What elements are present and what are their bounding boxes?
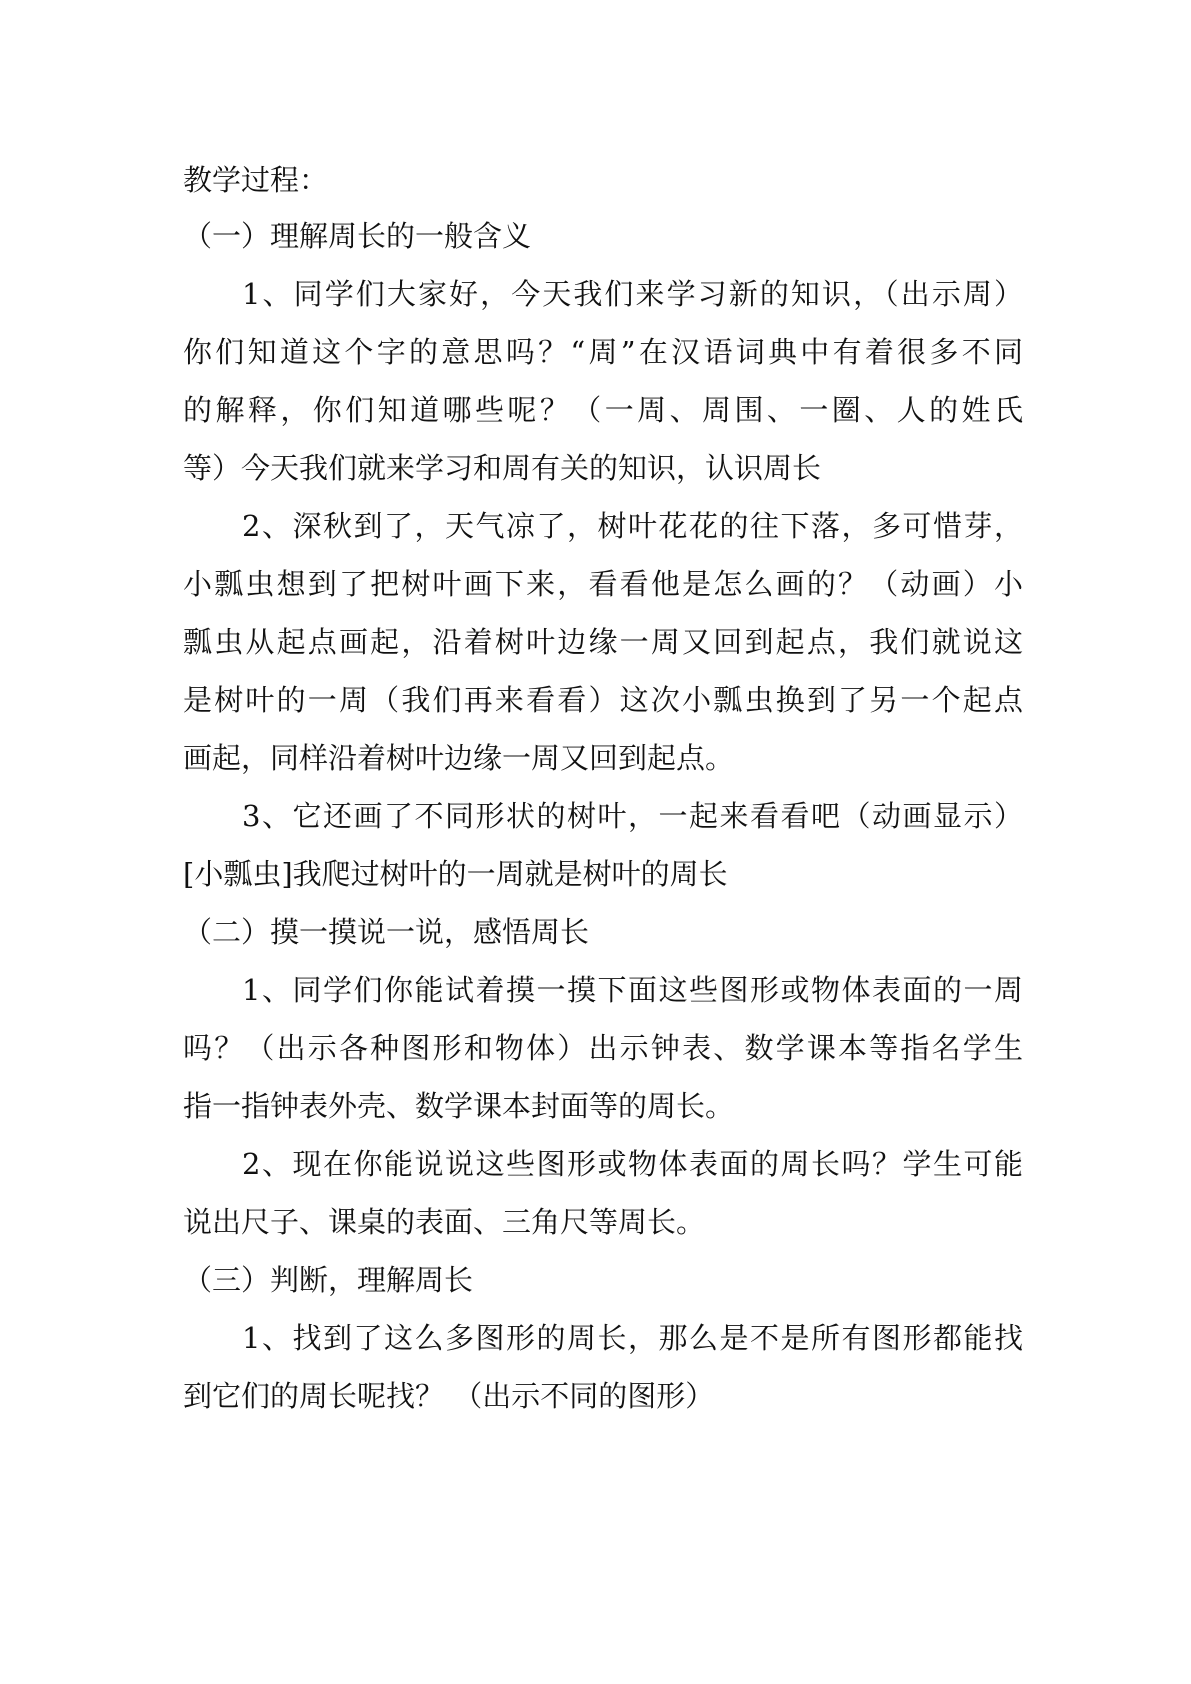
paragraph-line: 2、深秋到了，天气凉了，树叶花花的往下落，多可惜芽， xyxy=(242,509,1023,543)
paragraph-line: 指一指钟表外壳、数学课本封面等的周长。 xyxy=(183,1089,735,1123)
paragraph-line: 是树叶的一周（我们再来看看）这次小瓢虫换到了另一个起点 xyxy=(183,683,1023,717)
paragraph-line: 1、同学们你能试着摸一摸下面这些图形或物体表面的一周 xyxy=(242,973,1023,1007)
paragraph-line: 1、找到了这么多图形的周长，那么是不是所有图形都能找 xyxy=(242,1321,1023,1355)
paragraph-line: 的解释，你们知道哪些呢？（一周、周围、一圈、人的姓氏 xyxy=(183,393,1023,427)
paragraph-line: 到它们的周长呢找？ （出示不同的图形） xyxy=(183,1379,715,1413)
heading-part-2: （二）摸一摸说一说，感悟周长 xyxy=(183,915,590,949)
paragraph-line: 等）今天我们就来学习和周有关的知识，认识周长 xyxy=(183,451,822,485)
paragraph-line: 说出尺子、课桌的表面、三角尺等周长。 xyxy=(183,1205,706,1239)
paragraph-line: 小瓢虫想到了把树叶画下来，看看他是怎么画的？（动画）小 xyxy=(183,567,1023,601)
paragraph-line: 3、它还画了不同形状的树叶，一起来看看吧（动画显示） xyxy=(242,799,1023,833)
section-title: 教学过程： xyxy=(183,163,329,197)
heading-part-1: （一）理解周长的一般含义 xyxy=(183,219,532,253)
paragraph-line: 画起，同样沿着树叶边缘一周又回到起点。 xyxy=(183,741,735,775)
paragraph-line: 1、同学们大家好，今天我们来学习新的知识，（出示周） xyxy=(242,277,1023,311)
paragraph-line: 吗？（出示各种图形和物体）出示钟表、数学课本等指名学生 xyxy=(183,1031,1023,1065)
paragraph-line: 瓢虫从起点画起，沿着树叶边缘一周又回到起点，我们就说这 xyxy=(183,625,1023,659)
paragraph-line: 你们知道这个字的意思吗？“周”在汉语词典中有着很多不同 xyxy=(183,335,1023,369)
paragraph-line: 2、现在你能说说这些图形或物体表面的周长吗？学生可能 xyxy=(242,1147,1023,1181)
heading-part-3: （三）判断，理解周长 xyxy=(183,1263,474,1297)
paragraph-line: [小瓢虫]我爬过树叶的一周就是树叶的周长 xyxy=(183,857,728,891)
